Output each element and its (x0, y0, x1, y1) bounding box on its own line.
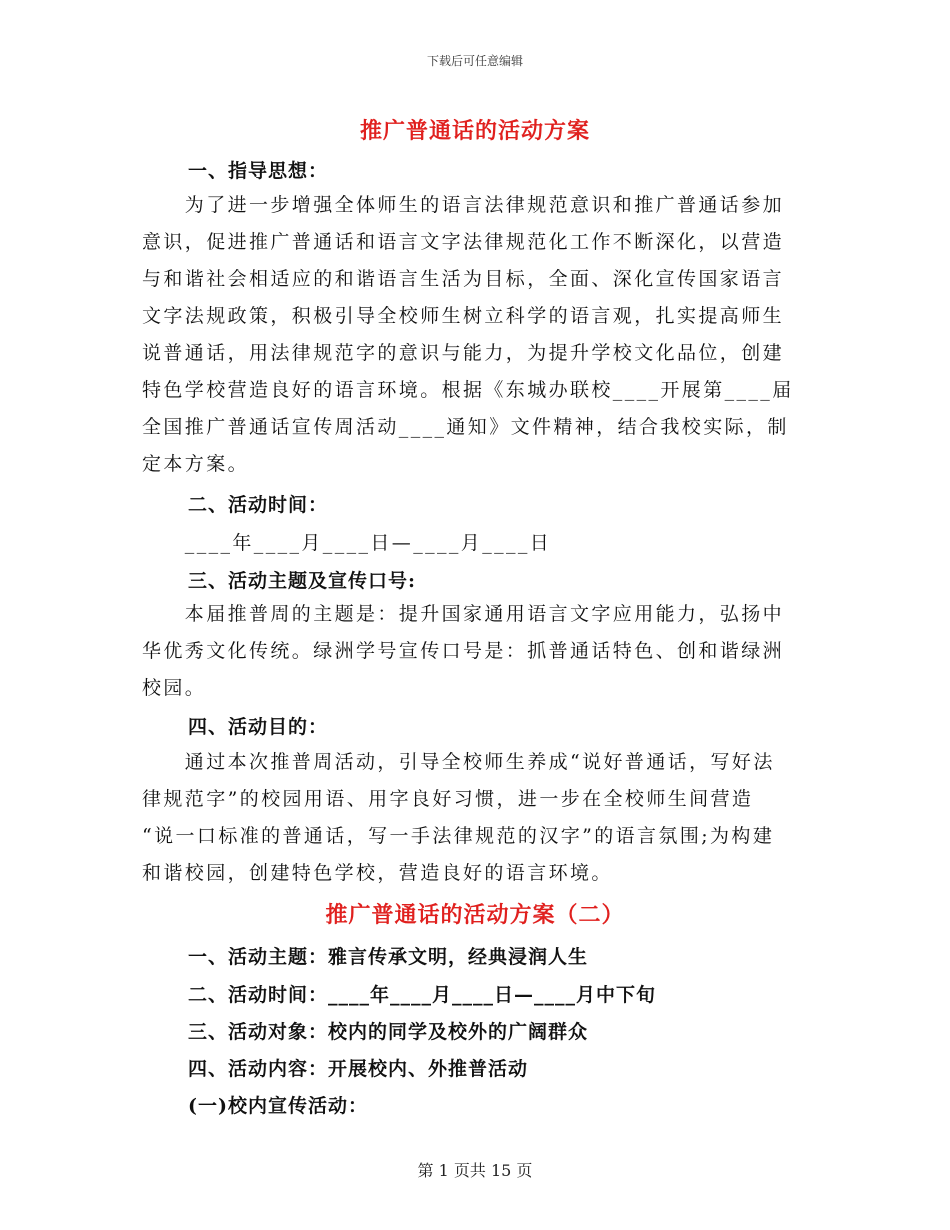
text-line: 与和谐社会相适应的和谐语言生活为目标，全面、深化宣传国家语言 (142, 268, 785, 290)
part2-theme: 一、活动主题：雅言传承文明，经典浸润人生 (188, 946, 589, 968)
part2-time: 二、活动时间：____年____月____日—____月中下旬 (188, 984, 657, 1006)
text-line: 和谐校园，创建特色学校，营造良好的语言环境。 (142, 862, 613, 884)
text-line: 全国推广普通话宣传周活动____通知》文件精神，结合我校实际，制 (142, 416, 789, 438)
section-heading-theme-slogan: 三、活动主题及宣传口号: (188, 570, 417, 592)
page-number-footer: 第 1 页共 15 页 (417, 1161, 533, 1180)
page-header-note: 下载后可任意编辑 (426, 54, 523, 68)
text-line: 校园。 (142, 677, 207, 699)
text-line: 文字法规政策，积极引导全校师生树立科学的语言观，扎实提高师生 (142, 305, 785, 327)
text-line: 定本方案。 (142, 453, 250, 475)
text-line: 为了进一步增强全体师生的语言法律规范意识和推广普通话参加 (142, 194, 785, 216)
document-title-part-two: 推广普通话的活动方案（二） (325, 902, 625, 928)
paragraph-guiding-ideology (142, 187, 810, 483)
text-line: 特色学校营造良好的语言环境。根据《东城办联校____开展第____届 (142, 379, 794, 401)
section-heading-purpose: 四、活动目的： (188, 716, 329, 738)
text-line: 华优秀文化传统。绿洲学号宣传口号是：抓普通话特色、创和谐绿洲 (142, 640, 785, 662)
section-heading-guiding-ideology: 一、指导思想： (188, 160, 329, 182)
part2-content: 四、活动内容：开展校内、外推普活动 (188, 1058, 529, 1080)
paragraph-purpose (142, 744, 810, 892)
text-line: 律规范字”的校园用语、用字良好习惯，进一步在全校师生间营造 (142, 788, 754, 810)
text-line: 说普通话，用法律规范字的意识与能力，为提升学校文化品位，创建 (142, 342, 785, 364)
text-line: 通过本次推普周活动，引导全校师生养成“说好普通话，写好法 (142, 751, 775, 773)
part2-subsection-campus: (一)校内宣传活动： (188, 1095, 368, 1117)
paragraph-theme-slogan (142, 596, 810, 707)
section-heading-activity-time: 二、活动时间： (188, 494, 329, 516)
document-title: 推广普通话的活动方案 (359, 118, 590, 144)
activity-time-value: ____年____月____日—____月____日 (142, 532, 552, 554)
text-line: “说一口标准的普通话，写一手法律规范的汉字”的语言氛围;为构建 (142, 825, 775, 847)
part2-target: 三、活动对象：校内的同学及校外的广阔群众 (188, 1021, 589, 1043)
text-line: 本届推普周的主题是：提升国家通用语言文字应用能力，弘扬中 (142, 603, 785, 625)
text-line: 意识，促进推广普通话和语言文字法律规范化工作不断深化，以营造 (142, 231, 785, 253)
